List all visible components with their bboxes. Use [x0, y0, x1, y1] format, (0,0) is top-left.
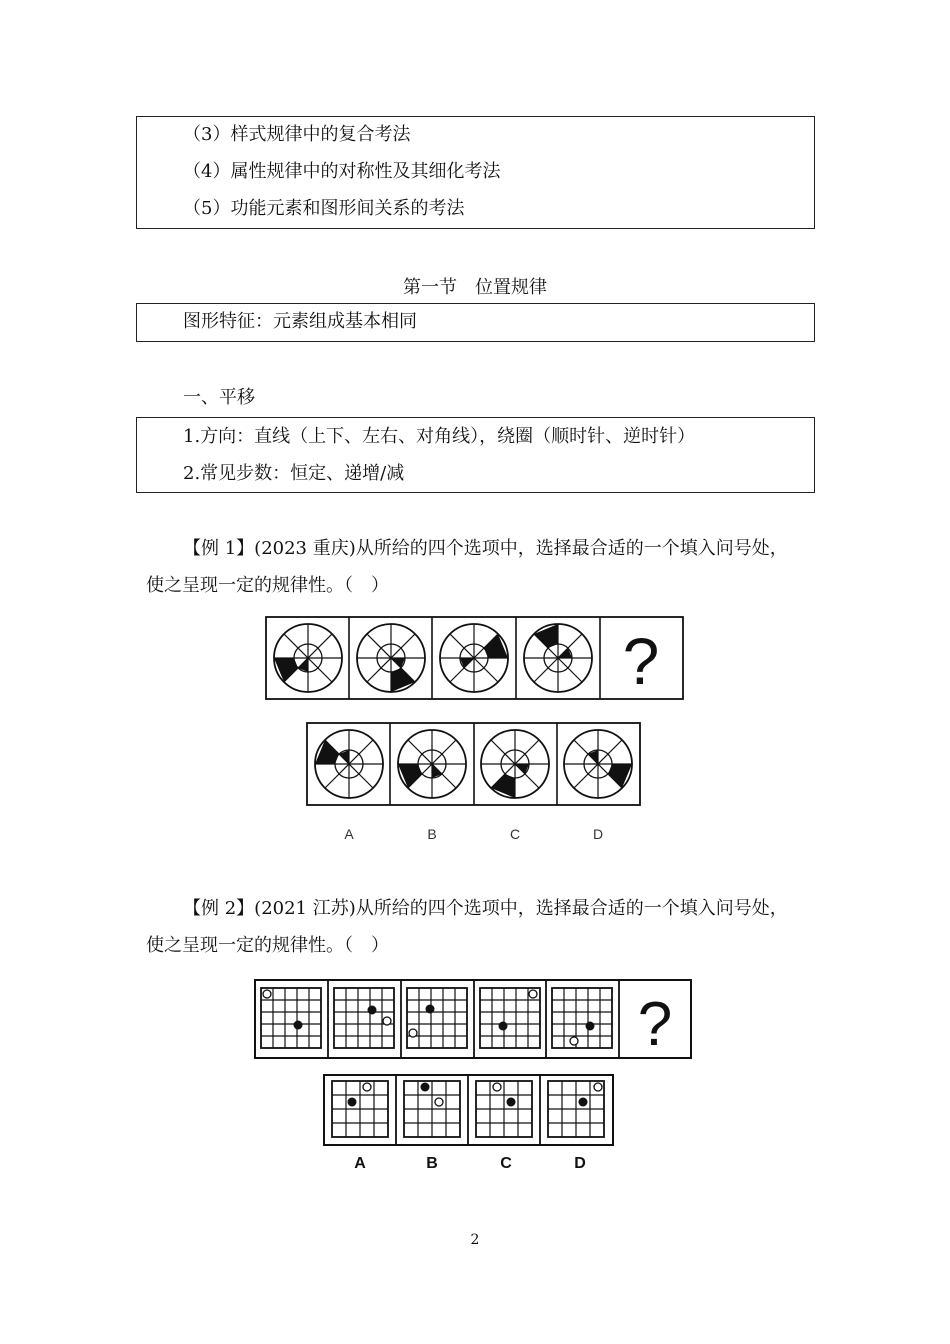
example2-option-c: C: [500, 1155, 512, 1172]
feature-text: 图形特征：元素组成基本相同: [183, 311, 417, 332]
example2-figure-1: [261, 988, 321, 1048]
example1-option-a-figure: [315, 730, 383, 798]
example2-line1: 【例 2】(2021 江苏)从所给的四个选项中，选择最合适的一个填入问号处，: [183, 898, 788, 919]
example2-option-b: B: [426, 1155, 438, 1172]
example1-figure-4: [524, 624, 592, 692]
example2-figure-4: [480, 988, 540, 1048]
example1-figure-2: [357, 624, 425, 692]
example1-figure: [0, 610, 950, 850]
example1-line1: 【例 1】(2023 重庆)从所给的四个选项中，选择最合适的一个填入问号处，: [183, 538, 788, 559]
example2-figure-3: [407, 988, 467, 1048]
page-number: 2: [470, 1232, 480, 1248]
translation-direction: 1.方向：直线（上下、左右、对角线），绕圈（顺时针、逆时针）: [183, 426, 696, 447]
intro-item-4: （4）属性规律中的对称性及其细化考法: [183, 161, 501, 182]
example2-option-d-figure: [548, 1081, 604, 1137]
example2-line2: 使之呈现一定的规律性。（ ）: [146, 935, 389, 956]
example2-option-a: A: [354, 1155, 366, 1172]
example1-option-d-figure: [564, 730, 632, 798]
example1-figure-3: [440, 624, 508, 692]
example2-figure-5: [552, 988, 612, 1048]
intro-item-5: （5）功能元素和图形间关系的考法: [183, 198, 465, 219]
example1-option-a: A: [344, 826, 354, 842]
translation-steps: 2.常见步数：恒定、递增/减: [183, 463, 405, 484]
example2-figure: [0, 975, 950, 1185]
example2-option-a-figure: [332, 1081, 388, 1137]
example1-option-b: B: [427, 826, 437, 842]
intro-item-3: （3）样式规律中的复合考法: [183, 124, 411, 145]
example1-figure-1: [274, 624, 342, 692]
example1-option-d: D: [592, 826, 604, 842]
feature-box: [136, 303, 815, 342]
subheading-translation: 一、平移: [183, 387, 255, 408]
example1-option-c: C: [509, 826, 521, 842]
example1-line2: 使之呈现一定的规律性。（ ）: [146, 575, 389, 596]
translation-box: [136, 417, 815, 493]
example1-option-c-figure: [481, 730, 549, 798]
example1-question-mark: ?: [622, 624, 660, 698]
intro-box: [136, 116, 815, 229]
section-title: 第一节 位置规律: [403, 277, 547, 298]
example2-question-mark: ?: [637, 990, 673, 1059]
example2-figure-2: [334, 988, 394, 1048]
example2-option-d: D: [574, 1155, 586, 1172]
example2-option-b-figure: [404, 1081, 460, 1137]
example1-option-b-figure: [398, 730, 466, 798]
example2-option-c-figure: [476, 1081, 532, 1137]
